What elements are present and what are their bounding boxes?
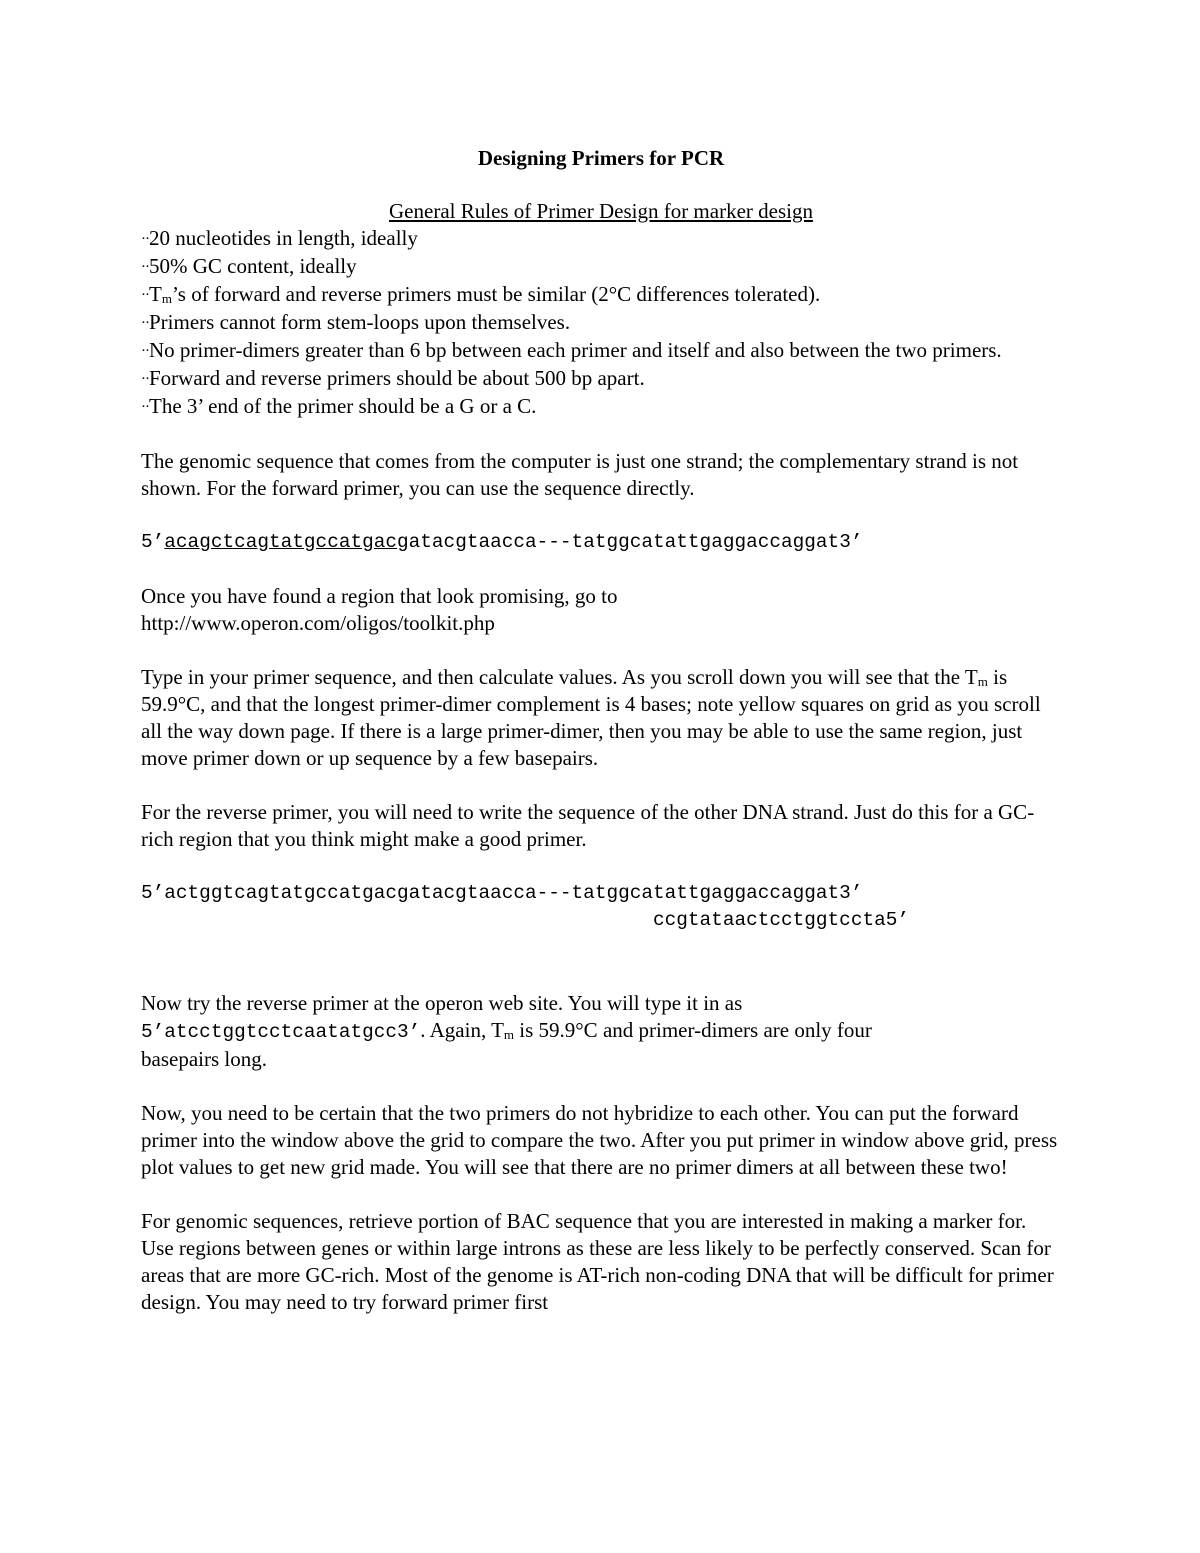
bullet-mark: ·· bbox=[141, 259, 149, 275]
forward-primer-region: acagctcagtatgccatgac bbox=[164, 531, 398, 553]
document-page bbox=[141, 141, 1061, 1316]
rule-item: $\cdot\cdot T_m’s$ of forward and reverse primers must be similar (2°C differences tolerated). bbox=[141, 282, 821, 306]
paragraph-reverse-primer: For the reverse primer, you will need to write the sequence of the other DNA strand. Just do this for a GC-rich region that you think might make a good primer. bbox=[141, 800, 1035, 851]
reverse-sequence-bottom-strand: ccgtataactcctggtccta5’ bbox=[141, 909, 909, 931]
bullet-mark: ·· bbox=[141, 315, 149, 331]
paragraph-hybridize: Now, you need to be certain that the two primers do not hybridize to each other. You can put the forward primer into the window above the grid to compare the two. After you put primer in window above grid, press plot values to get new grid made. You will see that there are no primer dimers at all between these two! bbox=[141, 1101, 1058, 1179]
bullet-mark: ·· bbox=[141, 371, 149, 387]
bullet-mark: ·· bbox=[141, 343, 149, 359]
operon-url[interactable]: http://www.operon.com/oligos/toolkit.php bbox=[141, 611, 495, 635]
bullet-mark: ·· bbox=[141, 287, 149, 303]
rule-item: ··20 nucleotides in length, ideally bbox=[141, 226, 418, 250]
rule-item: ··Forward and reverse primers should be about 500 bp apart. bbox=[141, 366, 645, 390]
reverse-sequence bbox=[141, 880, 1061, 934]
rules-heading: General Rules of Primer Design for marker design bbox=[389, 199, 813, 223]
rule-item: ··No primer-dimers greater than 6 bp between each primer and itself and also between the two primers. bbox=[141, 338, 1002, 362]
forward-sequence: 5’acagctcagtatgccatgacgatacgtaacca---tatggcatattgaggaccaggat3’ bbox=[141, 531, 863, 553]
reverse-primer-sequence: 5’atcctggtcctcaatatgcc3’ bbox=[141, 1021, 421, 1043]
document-title: Designing Primers for PCR bbox=[477, 146, 725, 170]
bullet-mark: ·· bbox=[141, 231, 149, 247]
paragraph-now-try: Now try the reverse primer at the operon web site. You will type it in as 5’atcctggtcctcaatatgcc3’. Again, $T_m$ is 59.9°C and primer-dimers are only four basepairs long. bbox=[141, 991, 872, 1071]
paragraph-genomic-sequences: For genomic sequences, retrieve portion of BAC sequence that you are interested in making a marker for. Use regions between genes or within large introns as these are less likely to be perfectly conserved. Scan for areas that are more GC-rich. Most of the genome is AT-rich non-coding DNA that will be difficult for primer design. You may need to try forward primer first bbox=[141, 1209, 1054, 1314]
paragraph-type-primer: Type in your primer sequence, and then calculate values. As you scroll down you will see that the $T_m$ is 59.9°C, and that the longest primer-dimer complement is 4 bases; note yellow squares on grid as you scroll all the way down page. If there is a large primer-dimer, then you may be able to use the same region, just move primer down or up sequence by a few basepairs. bbox=[141, 665, 1041, 770]
paragraph-genomic-strand: The genomic sequence that comes from the computer is just one strand; the complementary strand is not shown. For the forward primer, you can use the sequence directly. bbox=[141, 449, 1019, 500]
rule-item: ··The 3’ end of the primer should be a G or a C. bbox=[141, 394, 537, 418]
reverse-sequence-top-strand: 5’actggtcagtatgccatgacgatacgtaacca---tatggcatattgaggaccaggat3’ bbox=[141, 882, 863, 904]
rules-list bbox=[141, 225, 1061, 421]
rule-item: ··50% GC content, ideally bbox=[141, 254, 357, 278]
rule-item: ··Primers cannot form stem-loops upon themselves. bbox=[141, 310, 571, 334]
paragraph-found-region: Once you have found a region that look promising, go to http://www.operon.com/oligos/toolkit.php bbox=[141, 584, 618, 635]
bullet-mark: ·· bbox=[141, 399, 149, 415]
